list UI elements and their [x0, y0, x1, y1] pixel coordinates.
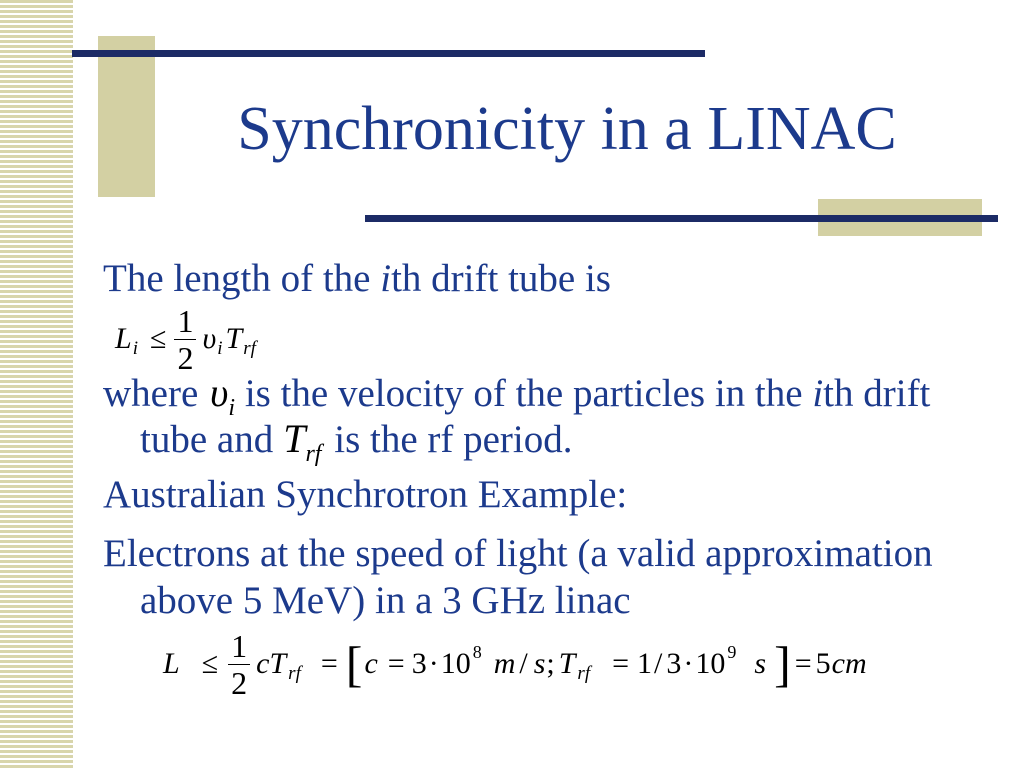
fraction [228, 627, 250, 701]
math-subscript: rf [577, 662, 591, 684]
math-less-equal: ≤ [201, 647, 219, 680]
top-accent-block [98, 36, 155, 197]
title-underline-rule [365, 215, 998, 222]
body-line-electrons: Electrons at the speed of light (a valid approximation [103, 532, 933, 575]
line-text: where [103, 372, 209, 415]
math-symbol-T: T [269, 647, 287, 680]
math-equals: = [612, 647, 630, 680]
math-subscript: rf [243, 337, 256, 359]
math-less-equal: ≤ [149, 322, 167, 355]
math-subscript: i [132, 337, 138, 359]
body-line-electrons-continued: above 5 MeV) in a 3 GHz linac [140, 579, 631, 622]
body-line-example-heading: Australian Synchrotron Example: [103, 473, 628, 516]
equation-drift-tube-length [115, 303, 256, 375]
math-slash: / [519, 647, 528, 680]
body-line-rf-period [140, 415, 573, 469]
math-symbol-c: c [364, 647, 378, 680]
math-equals: = [794, 647, 812, 680]
math-symbol-L: L [115, 322, 132, 355]
math-unit-s: s [533, 647, 546, 680]
line-text: The length of the [103, 257, 381, 300]
equation-example-length [163, 625, 867, 703]
fraction-denominator: 2 [177, 339, 194, 376]
line-text: th drift tube is [391, 257, 611, 300]
left-stripe-band [0, 0, 73, 768]
math-number: 10 [440, 647, 471, 680]
math-symbol-upsilon: υ [202, 322, 217, 355]
math-number: 1 [637, 647, 653, 680]
math-dot: · [683, 647, 694, 680]
math-number: 5 [815, 647, 831, 680]
math-symbol-L: L [163, 647, 180, 680]
math-number: 3 [411, 647, 427, 680]
line-text: is the rf period. [324, 418, 573, 461]
math-symbol-T: T [283, 416, 306, 461]
math-number: 3 [666, 647, 682, 680]
line-text: tube and [140, 418, 274, 461]
fraction-numerator: 1 [231, 627, 248, 664]
fraction [174, 302, 196, 376]
math-symbol-T: T [558, 647, 576, 680]
math-exponent: 8 [472, 642, 482, 662]
line-text: th drift [823, 372, 931, 415]
italic-index: i [812, 372, 824, 415]
math-unit-s: s [754, 647, 767, 680]
math-symbol-c: c [256, 647, 270, 680]
math-subscript: rf [288, 662, 301, 684]
math-unit-m: m [493, 647, 516, 680]
math-equals: = [320, 647, 338, 680]
line-text: is the velocity of the particles in the [235, 372, 813, 415]
math-subscript: rf [305, 441, 322, 467]
body-line-drift-tube-length [103, 255, 611, 303]
fraction-numerator: 1 [177, 302, 194, 339]
math-dot: · [428, 647, 439, 680]
math-unit-cm: cm [831, 647, 867, 680]
math-number: 10 [695, 647, 726, 680]
math-equals: = [387, 647, 405, 680]
math-semicolon: ; [546, 647, 555, 680]
slide-title: Synchronicity in a LINAC [237, 95, 897, 163]
math-subscript: i [217, 337, 223, 359]
math-subscript: i [228, 395, 236, 421]
math-right-bracket: ] [774, 636, 791, 692]
math-symbol-upsilon: υ [210, 370, 229, 415]
top-rule [72, 50, 705, 57]
math-slash: / [654, 647, 663, 680]
math-symbol-T: T [225, 322, 243, 355]
fraction-denominator: 2 [231, 664, 248, 701]
math-left-bracket: [ [345, 636, 363, 692]
math-exponent: 9 [727, 642, 737, 662]
italic-index: i [380, 257, 392, 300]
